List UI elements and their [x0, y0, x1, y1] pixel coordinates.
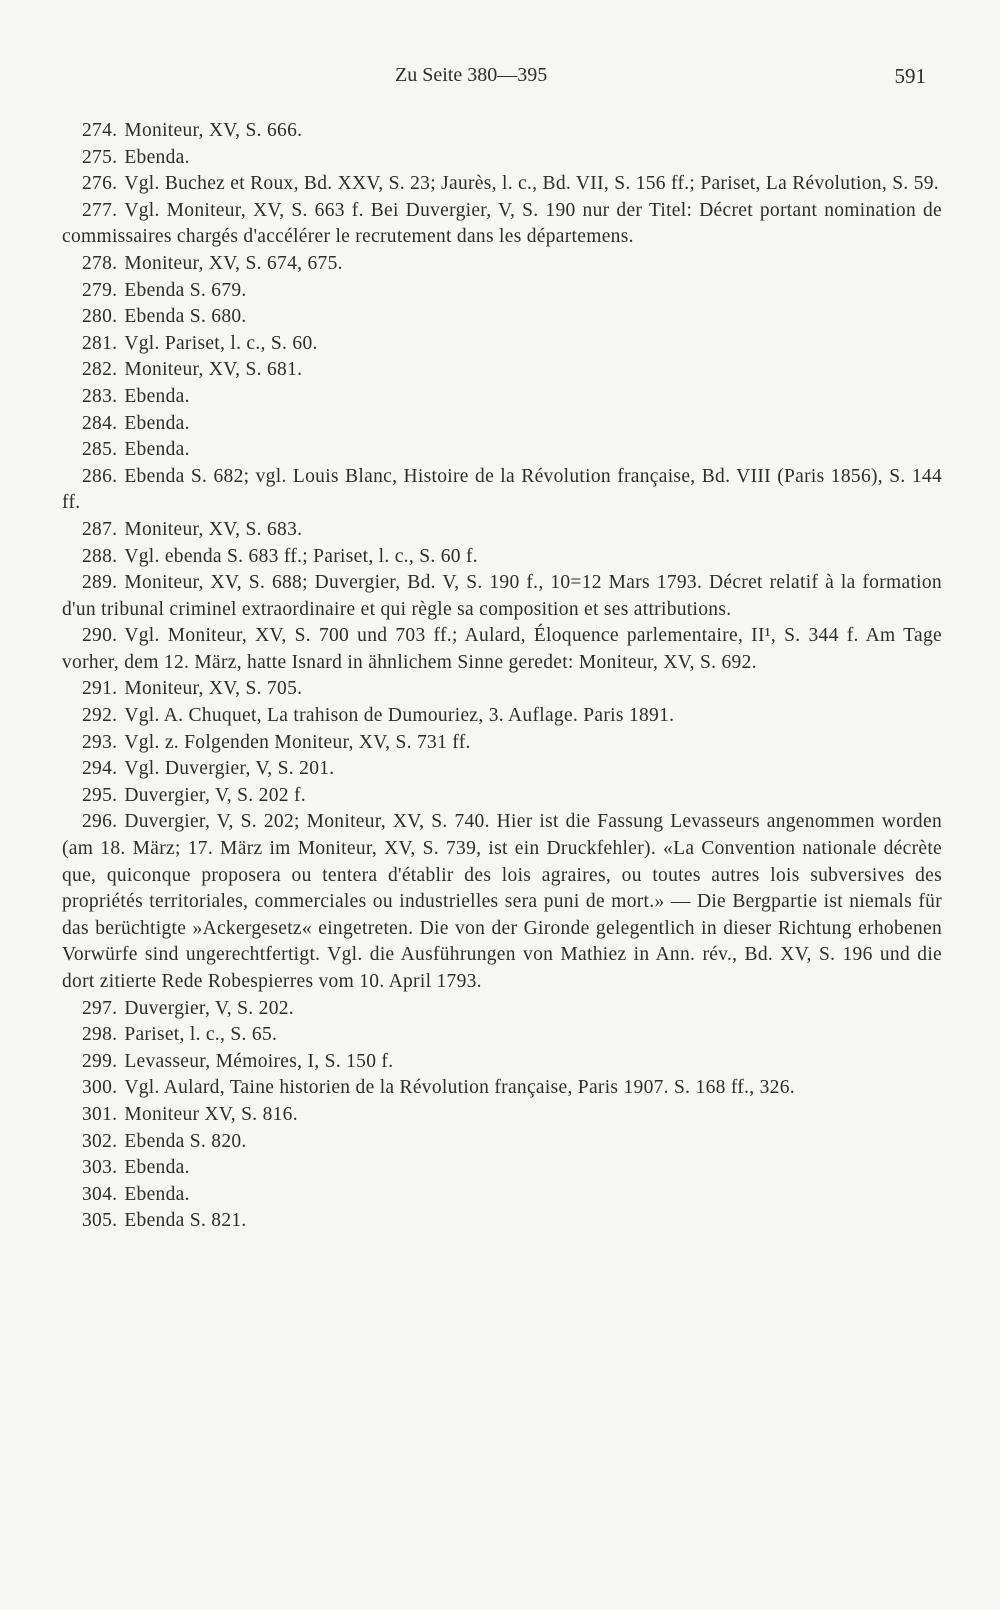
endnotes-list [62, 118, 942, 1235]
endnote [62, 783, 942, 810]
endnote-text: Moniteur, XV, S. 674, 675. [124, 252, 343, 274]
endnote-text: Moniteur, XV, S. 683. [124, 518, 303, 540]
endnote-text: Vgl. Pariset, l. c., S. 60. [124, 332, 318, 354]
endnote [62, 145, 942, 172]
endnote [62, 251, 942, 278]
endnote [62, 464, 942, 517]
endnote [62, 1208, 942, 1235]
endnote [62, 357, 942, 384]
endnote-number: 278. [82, 252, 118, 274]
endnote-number: 281. [82, 332, 118, 354]
endnote-number: 292. [82, 705, 118, 727]
endnote-number: 274. [82, 120, 118, 141]
endnote-text: Ebenda. [124, 1183, 190, 1205]
endnote-text: Ebenda. [124, 412, 190, 434]
endnote-number: 296. [82, 811, 118, 833]
endnote-text: Ebenda. [124, 146, 190, 168]
endnote [62, 411, 942, 438]
endnote-number: 295. [82, 784, 118, 806]
endnote [62, 384, 942, 411]
endnote-text: Vgl. z. Folgenden Moniteur, XV, S. 731 ff. [124, 731, 471, 753]
endnote [62, 1129, 942, 1156]
endnote-text: Vgl. ebenda S. 683 ff.; Pariset, l. c., S. 60 f. [124, 545, 478, 567]
endnote [62, 1022, 942, 1049]
endnote-text: Ebenda S. 821. [124, 1210, 247, 1232]
endnote-number: 282. [82, 359, 118, 381]
endnote [62, 304, 942, 331]
endnote [62, 1182, 942, 1209]
endnote-number: 287. [82, 518, 118, 540]
endnote-number: 304. [82, 1183, 118, 1205]
endnote-number: 284. [82, 412, 118, 434]
endnote-text: Moniteur, XV, S. 666. [124, 120, 303, 141]
endnote-text: Ebenda. [124, 439, 190, 461]
endnote-number: 294. [82, 758, 118, 780]
endnote [62, 730, 942, 757]
endnote-text: Duvergier, V, S. 202; Moniteur, XV, S. 740. Hier ist die Fassung Levasseurs angenommen worden (am 18. März; 17. März im Moniteur, XV, S. 739, ist ein Druckfehler). «La Convention nationale décrète que, quiconque proposera ou tentera d'établir des lois agraires, ou toutes autres lois subversives des propriétés territoriales, commerciales ou industrielles sera puni de mort.» — Die Bergpartie ist niemals für das berüchtigte »Ackergesetz« eingetreten. Die von der Gironde gelegentlich in dieser Richtung erhobenen Vorwürfe sind ungerechtfertigt. Vgl. die Ausführungen von Mathiez in Ann. rév., Bd. XV, S. 196 und die dort zitierte Rede Robespierres vom 10. April 1793. [62, 811, 942, 992]
endnote-number: 300. [82, 1077, 118, 1099]
endnote-text: Ebenda. [124, 1157, 190, 1179]
endnote-text: Moniteur XV, S. 816. [124, 1103, 298, 1125]
endnote-number: 275. [82, 146, 118, 168]
endnote-text: Ebenda S. 679. [124, 279, 247, 301]
endnote [62, 331, 942, 358]
page-header [0, 64, 1000, 90]
endnote [62, 1049, 942, 1076]
endnote-number: 286. [82, 465, 118, 487]
endnote [62, 544, 942, 571]
endnote-text: Duvergier, V, S. 202 f. [124, 784, 306, 806]
endnote-text: Moniteur, XV, S. 688; Duvergier, Bd. V, S. 190 f., 10=12 Mars 1793. Décret relatif à la formation d'un tribunal criminel extraordinaire et qui règle sa composition et ses attributions. [62, 572, 942, 620]
page-number: 591 [894, 64, 926, 88]
endnote [62, 198, 942, 251]
endnote-text: Vgl. Moniteur, XV, S. 663 f. Bei Duvergier, V, S. 190 nur der Titel: Décret portant nomination de commissaires chargés d'accélérer le recrutement dans les départemens. [62, 199, 942, 248]
endnote [62, 278, 942, 305]
endnote-number: 291. [82, 678, 118, 700]
endnote-text: Vgl. Duvergier, V, S. 201. [124, 758, 335, 780]
endnote-text: Levasseur, Mémoires, I, S. 150 f. [124, 1050, 394, 1072]
endnote-number: 280. [82, 306, 118, 328]
endnote-number: 276. [82, 173, 118, 195]
endnote-number: 299. [82, 1050, 118, 1072]
endnote-number: 298. [82, 1024, 118, 1046]
endnote-number: 302. [82, 1130, 118, 1152]
endnote [62, 118, 942, 145]
endnote [62, 1102, 942, 1129]
endnote-number: 289. [82, 572, 118, 594]
endnote-text: Moniteur, XV, S. 705. [124, 678, 303, 700]
endnote-number: 279. [82, 279, 118, 301]
endnote-text: Vgl. Moniteur, XV, S. 700 und 703 ff.; Aulard, Éloquence parlementaire, II¹, S. 344 f. Am Tage vorher, dem 12. März, hatte Isnard in ähnlichem Sinne geredet: Moniteur, XV, S. 692. [62, 625, 942, 673]
endnote [62, 171, 942, 198]
endnote-number: 285. [82, 439, 118, 461]
endnote-text: Ebenda. [124, 385, 190, 407]
endnote-number: 290. [82, 625, 118, 647]
endnote-number: 301. [82, 1103, 118, 1125]
endnote [62, 996, 942, 1023]
endnote-text: Ebenda S. 682; vgl. Louis Blanc, Histoire de la Révolution française, Bd. VIII (Paris 1856), S. 144 ff. [62, 465, 942, 514]
endnote-number: 293. [82, 731, 118, 753]
endnote-text: Vgl. A. Chuquet, La trahison de Dumouriez, 3. Auflage. Paris 1891. [124, 705, 675, 727]
endnote [62, 756, 942, 783]
endnote-number: 303. [82, 1157, 118, 1179]
endnote [62, 676, 942, 703]
endnote [62, 517, 942, 544]
endnote-text: Vgl. Buchez et Roux, Bd. XXV, S. 23; Jaurès, l. c., Bd. VII, S. 156 ff.; Pariset, La Révolution, S. 59. [124, 173, 939, 195]
endnote-text: Ebenda S. 680. [124, 306, 247, 328]
endnote [62, 1075, 942, 1102]
endnote-text: Vgl. Aulard, Taine historien de la Révolution française, Paris 1907. S. 168 ff., 326. [124, 1077, 795, 1099]
endnote [62, 623, 942, 676]
endnote-number: 277. [82, 199, 118, 221]
endnote [62, 1155, 942, 1182]
running-head: Zu Seite 380—395 [395, 64, 548, 86]
endnote [62, 570, 942, 623]
endnote-text: Ebenda S. 820. [124, 1130, 247, 1152]
endnote [62, 437, 942, 464]
endnote-text: Pariset, l. c., S. 65. [124, 1024, 278, 1046]
endnote [62, 703, 942, 730]
endnote-text: Duvergier, V, S. 202. [124, 997, 294, 1019]
endnote-number: 288. [82, 545, 118, 567]
endnote-number: 297. [82, 997, 118, 1019]
endnote-text: Moniteur, XV, S. 681. [124, 359, 303, 381]
endnote-number: 283. [82, 385, 118, 407]
endnote [62, 809, 942, 995]
endnote-number: 305. [82, 1210, 118, 1232]
